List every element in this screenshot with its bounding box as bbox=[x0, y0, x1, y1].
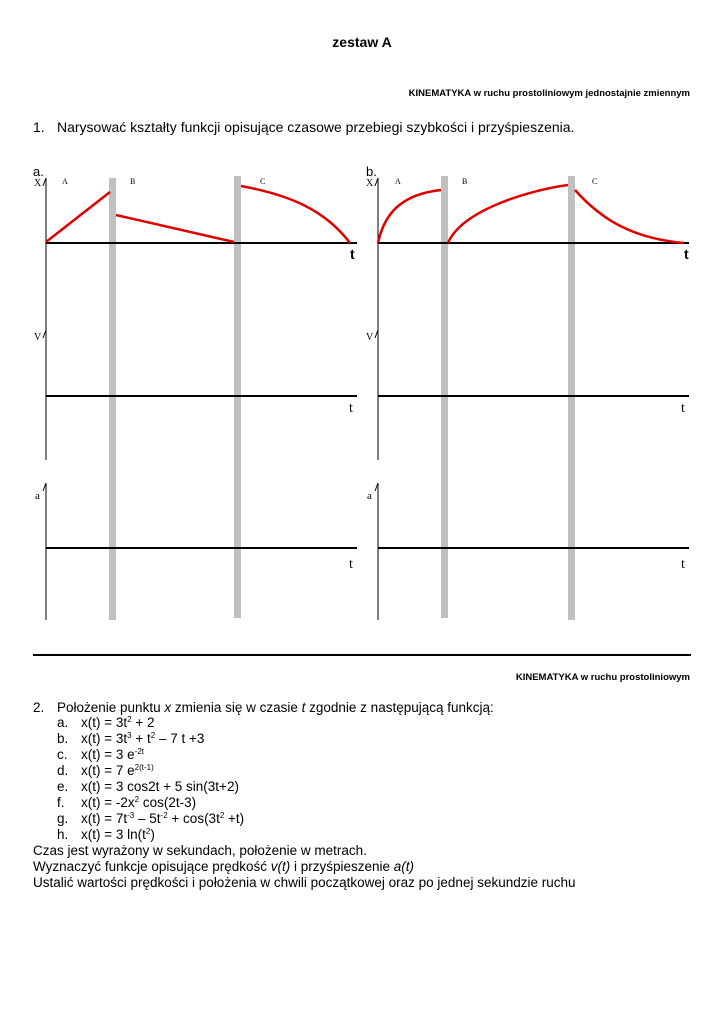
panel-a-v-axis-label: V bbox=[34, 332, 42, 343]
panel-a-curve-c bbox=[241, 186, 350, 243]
section-heading-2: KINEMATYKA w ruchu prostoliniowym bbox=[515, 672, 690, 683]
panel-b-segment-c: C bbox=[592, 177, 598, 186]
item-text: x(t) = 3t bbox=[81, 715, 128, 730]
note-units: Czas jest wyrażony w sekundach, położenie w metrach. bbox=[33, 843, 367, 858]
panel-a-curve-a bbox=[46, 192, 110, 242]
list-item-a bbox=[57, 715, 155, 730]
panel-b-v-axis-label: V bbox=[366, 332, 374, 343]
item-sup: 2 bbox=[127, 715, 132, 724]
panel-a bbox=[33, 164, 357, 620]
list-item-f bbox=[57, 795, 196, 810]
panel-b-a-axis-label: a bbox=[367, 490, 372, 502]
item-text: x(t) = 3 ln(t bbox=[81, 827, 146, 842]
list-item-c bbox=[57, 747, 144, 762]
panel-a-label: a. bbox=[33, 164, 44, 179]
panel-a-separator-1 bbox=[109, 178, 116, 620]
item-sup: 2 bbox=[219, 811, 225, 820]
item-sup: 2(t-1) bbox=[134, 763, 154, 772]
list-item-h bbox=[57, 827, 155, 842]
question-2-intro-prefix: Położenie punktu bbox=[57, 700, 165, 715]
panel-a-x-axis-label: X bbox=[34, 178, 42, 189]
item-letter: a. bbox=[57, 715, 69, 730]
panel-a-v-t-label: t bbox=[349, 401, 353, 416]
question-2-intro bbox=[33, 700, 494, 716]
list-item-e bbox=[57, 779, 239, 794]
item-letter: g. bbox=[57, 811, 69, 826]
panel-b-label: b. bbox=[366, 164, 377, 179]
item-sup: 2 bbox=[134, 795, 140, 804]
item-sup: 3 bbox=[127, 731, 132, 740]
item-letter: f. bbox=[57, 795, 65, 810]
panel-a-a-axis-label: a bbox=[35, 490, 40, 502]
item-text: x(t) = 3 e bbox=[81, 747, 135, 762]
panel-b-curve-a bbox=[378, 190, 441, 243]
item-text: x(t) = 7 e bbox=[81, 763, 135, 778]
panel-b bbox=[366, 164, 689, 620]
heading1-normal: w ruchu prostoliniowym jednostajnie zmiennym bbox=[470, 88, 690, 99]
list-item-d bbox=[57, 763, 154, 778]
item-sup: -2t bbox=[134, 747, 144, 756]
list-item-g bbox=[57, 811, 244, 826]
panel-b-v-t-label: t bbox=[681, 401, 685, 416]
item-text: + t bbox=[131, 731, 151, 746]
item-letter: d. bbox=[57, 763, 69, 778]
item-text: + cos(3t bbox=[167, 811, 220, 826]
note-task-prefix: Wyznaczyć funkcje opisujące prędkość bbox=[33, 859, 271, 874]
panel-b-x-t-label: t bbox=[684, 246, 689, 262]
item-text: cos(2t-3) bbox=[139, 795, 197, 810]
heading1-bold: KINEMATYKA bbox=[408, 88, 471, 99]
list-item-b bbox=[57, 731, 204, 746]
note-task-mid: i przyśpieszenie bbox=[290, 859, 394, 874]
question-2-number: 2. bbox=[33, 700, 45, 715]
panel-a-a-t-label: t bbox=[349, 557, 353, 572]
panel-a-segment-b: B bbox=[130, 177, 136, 186]
panel-b-segment-b: B bbox=[462, 177, 468, 186]
item-text: ) bbox=[150, 827, 155, 842]
item-text: – 7 t +3 bbox=[155, 731, 205, 746]
item-sup: -3 bbox=[127, 811, 135, 820]
panel-b-x-axis-label: X bbox=[366, 178, 374, 189]
item-text: x(t) = 7t bbox=[81, 811, 128, 826]
note-task bbox=[33, 859, 414, 874]
panel-a-segment-a: A bbox=[62, 177, 68, 186]
item-letter: b. bbox=[57, 731, 69, 746]
panel-b-a-t-label: t bbox=[681, 557, 685, 572]
question-2-intro-t: t bbox=[301, 700, 306, 715]
item-sup: 2 bbox=[150, 731, 156, 740]
question-2-intro-x: x bbox=[164, 700, 172, 715]
section-divider bbox=[33, 654, 691, 656]
item-text: x(t) = -2x bbox=[81, 795, 135, 810]
question-2-intro-mid: zmienia się w czasie bbox=[171, 700, 302, 715]
note-task-a: a(t) bbox=[393, 859, 415, 874]
question-1-text: Narysować kształty funkcji opisujące czasowe przebiegi szybkości i przyśpieszenia. bbox=[57, 119, 575, 135]
item-text: + 2 bbox=[131, 715, 155, 730]
panel-a-x-t-label: t bbox=[350, 246, 355, 262]
item-letter: e. bbox=[57, 779, 69, 794]
item-text: x(t) = 3 cos2t + 5 sin(3t+2) bbox=[81, 779, 239, 794]
panel-b-curve-c bbox=[575, 190, 684, 243]
question-1-number: 1. bbox=[33, 119, 45, 135]
item-sup: 2 bbox=[145, 827, 151, 836]
item-letter: c. bbox=[57, 747, 68, 762]
item-text: – 5t bbox=[134, 811, 161, 826]
note-task-v: v(t) bbox=[270, 859, 291, 874]
panel-b-segment-a: A bbox=[395, 177, 401, 186]
panel-a-segment-c: C bbox=[260, 177, 266, 186]
item-text: +t) bbox=[224, 811, 245, 826]
page-title: zestaw A bbox=[332, 34, 392, 50]
item-sup: -2 bbox=[160, 811, 168, 820]
question-2-intro-suffix: zgodnie z następującą funkcją: bbox=[305, 700, 494, 715]
note-values: Ustalić wartości prędkości i położenia w chwili początkowej oraz po jednej sekundzie ruchu bbox=[33, 875, 576, 890]
panel-a-curve-b bbox=[116, 215, 234, 242]
item-letter: h. bbox=[57, 827, 69, 842]
panel-b-curve-b bbox=[448, 185, 568, 243]
item-text: x(t) = 3t bbox=[81, 731, 128, 746]
